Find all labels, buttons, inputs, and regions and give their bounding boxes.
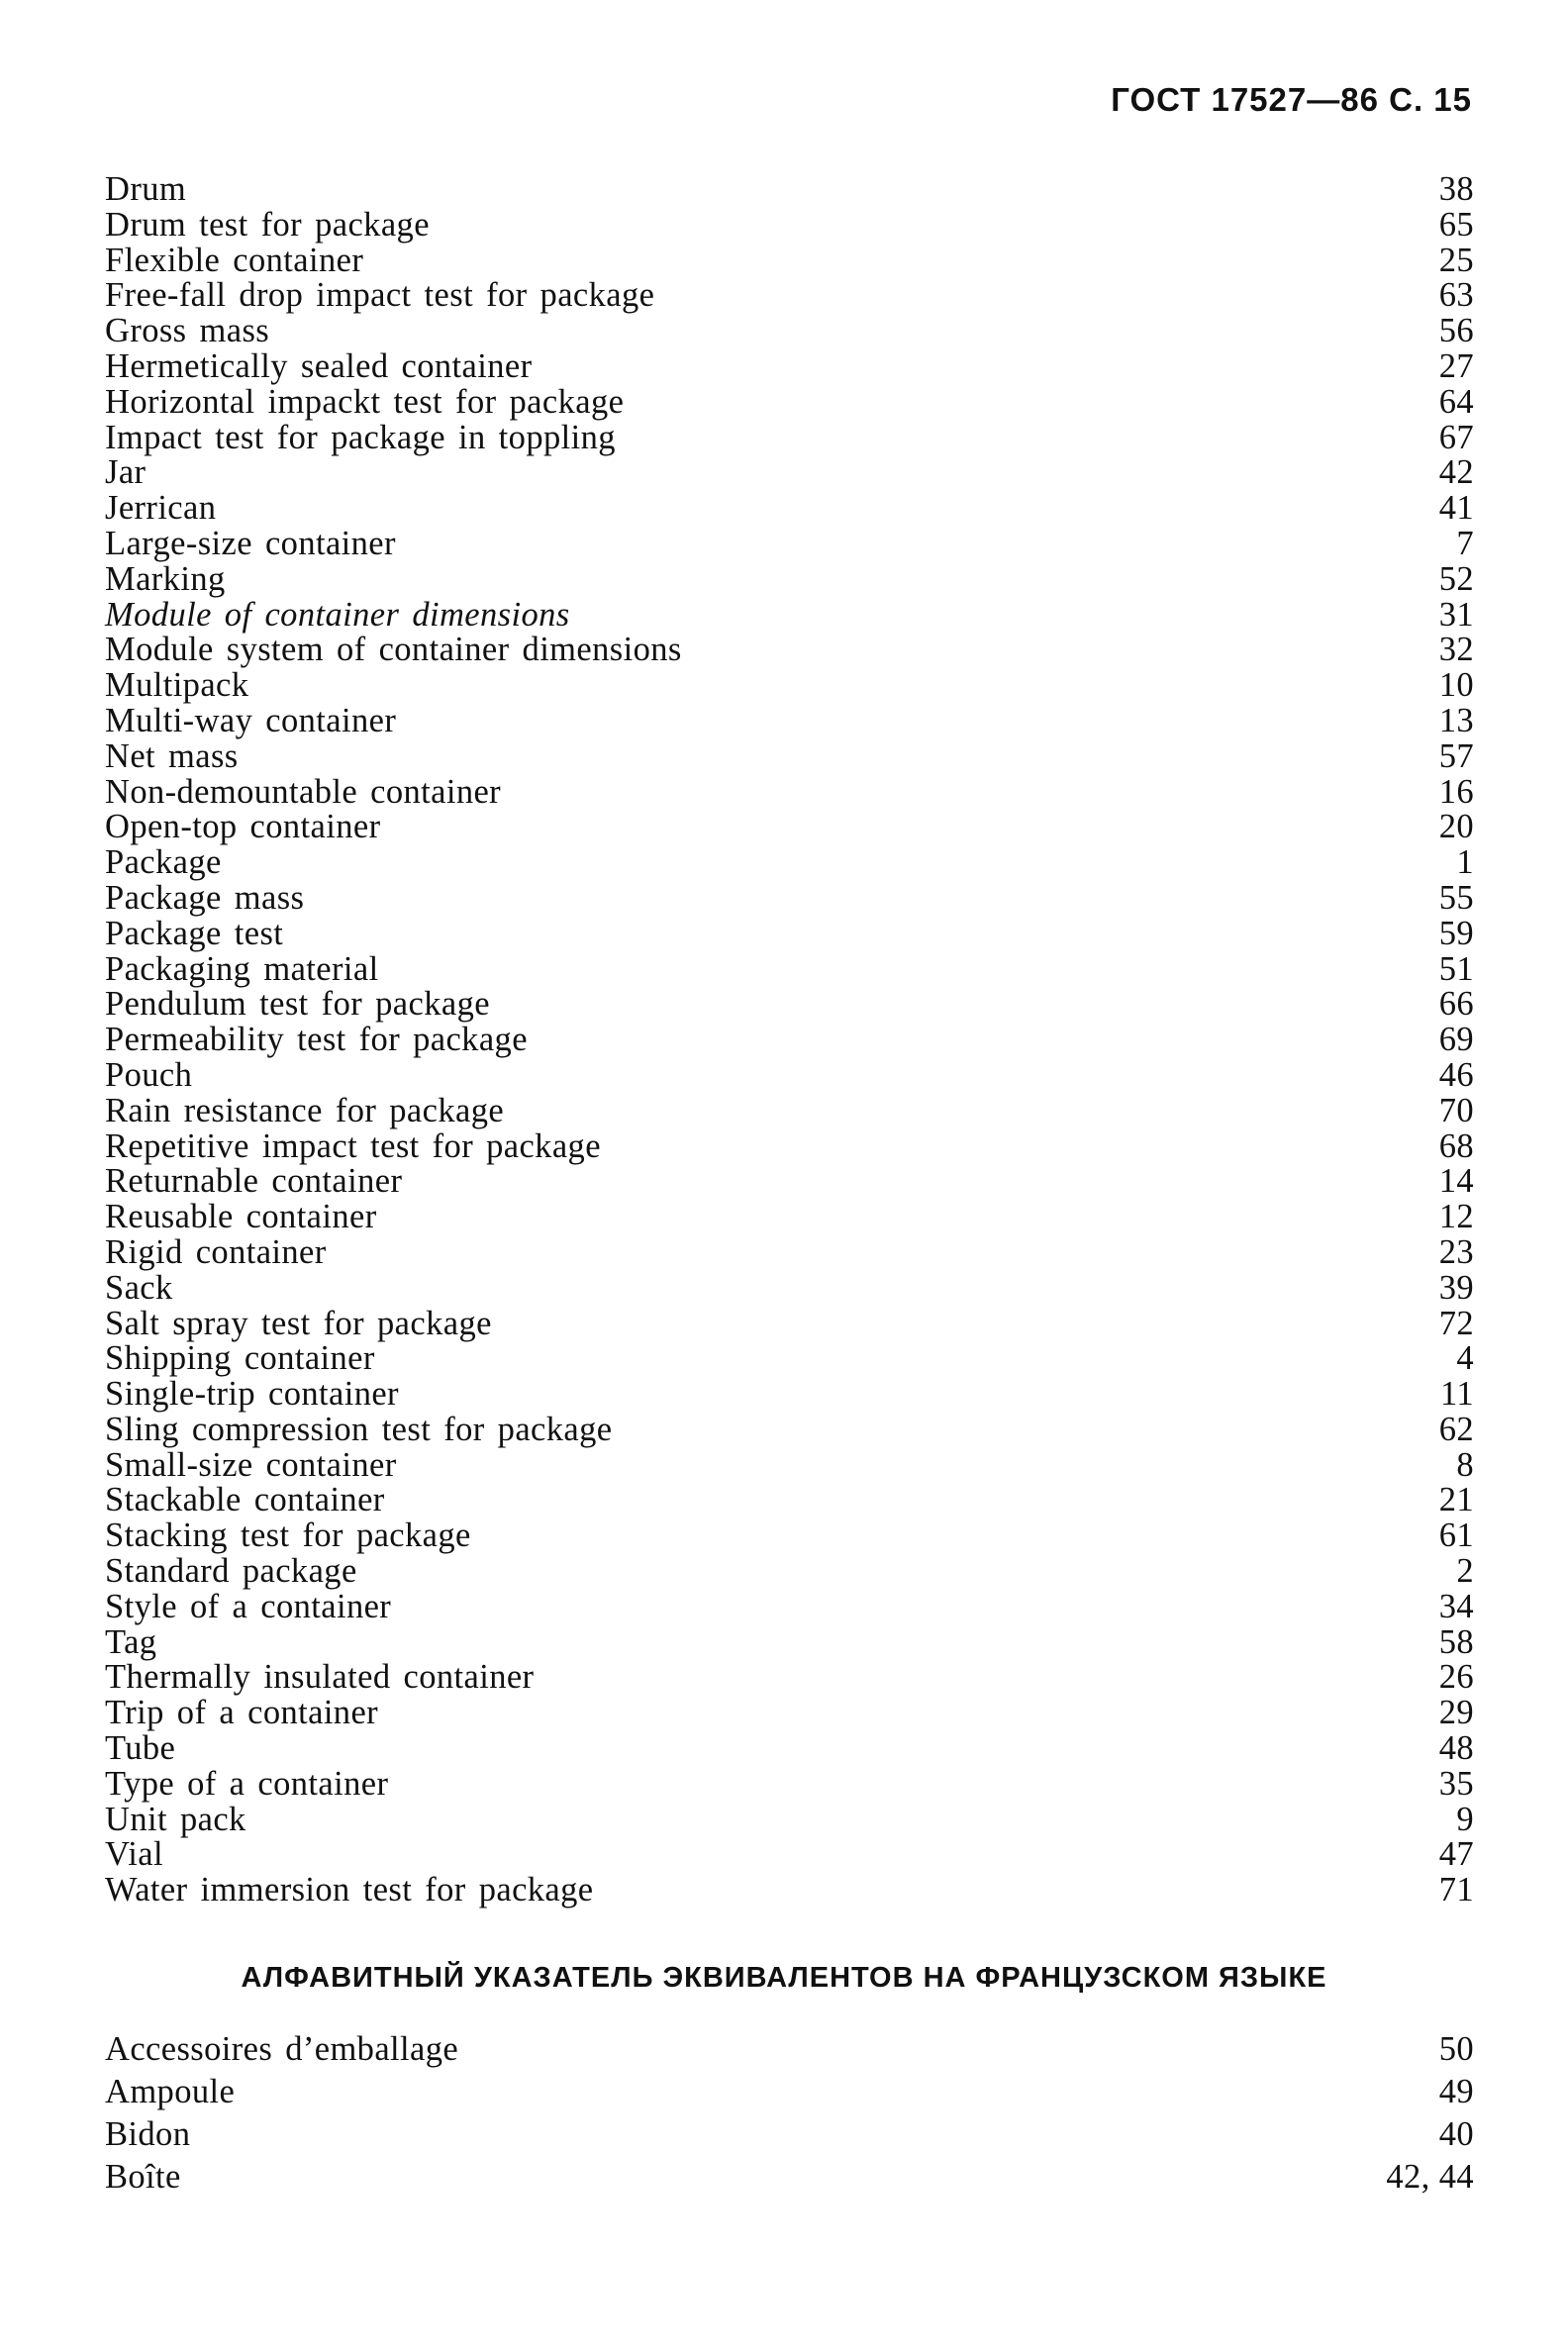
index-term: Accessoires d’emballage xyxy=(105,2030,459,2068)
index-term: Free-fall drop impact test for package xyxy=(105,276,655,315)
english-index-entry xyxy=(105,314,1474,349)
index-term-number: 47 xyxy=(1438,1835,1474,1874)
index-term: Ampoule xyxy=(105,2073,236,2110)
index-term-number: 35 xyxy=(1438,1764,1474,1803)
english-index-entry xyxy=(105,1341,1474,1377)
english-index-entry xyxy=(105,1126,1474,1165)
index-term: Large-size container xyxy=(105,524,396,562)
english-index-entry xyxy=(105,1232,1474,1271)
index-term-number: 62 xyxy=(1438,1410,1474,1448)
index-term-number: 39 xyxy=(1438,1268,1474,1307)
index-term: Shipping container xyxy=(105,1339,375,1378)
english-index-list xyxy=(105,172,1474,1909)
english-index-entry xyxy=(105,1587,1474,1625)
index-term-number: 27 xyxy=(1438,346,1474,385)
index-term-number: 31 xyxy=(1438,595,1474,634)
index-term: Thermally insulated container xyxy=(105,1658,535,1697)
index-term-number: 29 xyxy=(1438,1694,1474,1732)
french-index-entry xyxy=(105,2156,1474,2199)
index-term-number: 41 xyxy=(1438,489,1474,528)
english-index-entry xyxy=(105,418,1474,456)
index-term: Package test xyxy=(105,914,284,952)
index-term-number: 46 xyxy=(1438,1055,1474,1094)
index-term: Sling compression test for package xyxy=(105,1410,613,1448)
english-index-entry xyxy=(105,736,1474,775)
index-term: Package mass xyxy=(105,878,305,917)
index-term-number: 14 xyxy=(1438,1162,1474,1201)
english-index-entry xyxy=(105,845,1474,881)
index-term-number: 56 xyxy=(1438,312,1474,350)
english-index-entry xyxy=(105,810,1474,845)
english-index-entry xyxy=(105,559,1474,598)
index-term: Multipack xyxy=(105,666,249,705)
english-index-entry xyxy=(105,278,1474,314)
index-term: Jerrican xyxy=(105,489,217,528)
index-term: Drum xyxy=(105,170,187,208)
index-term-number: 69 xyxy=(1438,1021,1474,1059)
index-term: Flexible container xyxy=(105,241,364,279)
english-index-entry xyxy=(105,382,1474,421)
english-index-entry xyxy=(105,1518,1474,1554)
index-term: Marking xyxy=(105,559,226,598)
index-term-number: 70 xyxy=(1438,1091,1474,1129)
english-index-entry xyxy=(105,1731,1474,1767)
index-term-number: 65 xyxy=(1438,205,1474,244)
english-index-entry xyxy=(105,172,1474,208)
index-term: Returnable container xyxy=(105,1162,403,1201)
english-index-entry xyxy=(105,1445,1474,1484)
english-index-entry xyxy=(105,455,1474,491)
index-term: Rigid container xyxy=(105,1232,327,1271)
french-index-entry xyxy=(105,2113,1474,2156)
index-term-number: 32 xyxy=(1438,631,1474,669)
english-index-entry xyxy=(105,701,1474,739)
french-index-entry xyxy=(105,2071,1474,2113)
index-term: Trip of a container xyxy=(105,1694,379,1732)
index-term-number: 34 xyxy=(1438,1587,1474,1625)
index-term-number: 42 xyxy=(1438,453,1474,492)
english-index-entry xyxy=(105,949,1474,988)
index-term-number: 57 xyxy=(1438,736,1474,775)
index-term-number: 42, 44 xyxy=(1386,2158,1474,2196)
index-term-number: 1 xyxy=(1456,843,1474,882)
english-index-entry xyxy=(105,524,1474,562)
index-term: Jar xyxy=(105,453,147,492)
english-index-entry xyxy=(105,346,1474,385)
english-index-entry xyxy=(105,1696,1474,1731)
index-term: Package xyxy=(105,843,222,882)
index-term-number: 51 xyxy=(1438,949,1474,988)
index-term-number: 4 xyxy=(1456,1339,1474,1378)
index-term-number: 59 xyxy=(1438,914,1474,952)
index-term: Vial xyxy=(105,1835,163,1874)
english-index-entry xyxy=(105,633,1474,668)
index-term: Standard package xyxy=(105,1552,357,1591)
english-index-entry xyxy=(105,1091,1474,1129)
index-term: Gross mass xyxy=(105,312,270,350)
index-term: Module system of container dimensions xyxy=(105,631,682,669)
french-index-heading: АЛФАВИТНЫЙ УКАЗАТЕЛЬ ЭКВИВАЛЕНТОВ НА ФРАНЦУЗСКОМ ЯЗЫКЕ xyxy=(241,1962,1327,1994)
index-term-number: 10 xyxy=(1438,666,1474,705)
index-term: Impact test for package in toppling xyxy=(105,418,616,456)
index-term-number: 9 xyxy=(1456,1800,1474,1838)
index-term: Reusable container xyxy=(105,1198,377,1236)
index-term: Net mass xyxy=(105,736,239,775)
english-index-entry xyxy=(105,1377,1474,1413)
index-term-number: 21 xyxy=(1438,1481,1474,1519)
english-index-entry xyxy=(105,878,1474,917)
index-term-number: 63 xyxy=(1438,276,1474,315)
english-index-entry xyxy=(105,1800,1474,1838)
index-term-number: 2 xyxy=(1456,1552,1474,1591)
index-term: Multi-way container xyxy=(105,701,397,739)
english-index-entry xyxy=(105,1837,1474,1873)
index-term: Single-trip container xyxy=(105,1375,399,1414)
index-term-number: 11 xyxy=(1439,1375,1474,1414)
english-index-entry xyxy=(105,1410,1474,1448)
english-index-entry xyxy=(105,1764,1474,1803)
index-term: Style of a container xyxy=(105,1587,392,1625)
index-term: Sack xyxy=(105,1268,173,1307)
index-term: Open-top container xyxy=(105,808,381,846)
index-term-number: 16 xyxy=(1438,772,1474,811)
index-term: Tag xyxy=(105,1622,157,1661)
index-term-number: 64 xyxy=(1438,382,1474,421)
index-term: Water immersion test for package xyxy=(105,1871,594,1909)
index-term-number: 26 xyxy=(1438,1658,1474,1697)
index-term-number: 50 xyxy=(1438,2030,1474,2068)
english-index-entry xyxy=(105,595,1474,634)
english-index-entry xyxy=(105,987,1474,1023)
english-index-entry xyxy=(105,1622,1474,1661)
index-term-number: 58 xyxy=(1438,1622,1474,1661)
index-term: Pouch xyxy=(105,1055,193,1094)
english-index-entry xyxy=(105,1055,1474,1094)
index-term-number: 52 xyxy=(1438,559,1474,598)
english-index-entry xyxy=(105,241,1474,279)
index-term: Hermetically sealed container xyxy=(105,346,533,385)
english-index-entry xyxy=(105,914,1474,952)
english-index-entry xyxy=(105,1873,1474,1909)
index-term: Horizontal impackt test for package xyxy=(105,382,625,421)
index-term: Repetitive impact test for package xyxy=(105,1126,601,1165)
index-term: Permeability test for package xyxy=(105,1021,528,1059)
index-term-number: 7 xyxy=(1456,524,1474,562)
index-term-number: 68 xyxy=(1438,1126,1474,1165)
index-term: Module of container dimensions xyxy=(105,595,570,634)
index-term: Tube xyxy=(105,1729,176,1768)
index-term-number: 66 xyxy=(1438,985,1474,1024)
index-term: Pendulum test for package xyxy=(105,985,490,1024)
english-index-entry xyxy=(105,668,1474,704)
english-index-entry xyxy=(105,772,1474,811)
index-term: Rain resistance for package xyxy=(105,1091,505,1129)
index-term: Small-size container xyxy=(105,1445,397,1484)
index-term-number: 40 xyxy=(1438,2115,1474,2153)
english-index-entry xyxy=(105,491,1474,527)
english-index-entry xyxy=(105,1554,1474,1590)
index-term: Unit pack xyxy=(105,1800,246,1838)
french-index-list xyxy=(105,2028,1474,2199)
english-index-entry xyxy=(105,205,1474,244)
index-term-number: 48 xyxy=(1438,1729,1474,1768)
english-index-entry xyxy=(105,1660,1474,1696)
index-term-number: 49 xyxy=(1438,2073,1474,2110)
index-term-number: 12 xyxy=(1438,1198,1474,1236)
english-index-entry xyxy=(105,1200,1474,1235)
english-index-entry xyxy=(105,1304,1474,1342)
index-term: Salt spray test for package xyxy=(105,1304,492,1342)
english-index-entry xyxy=(105,1023,1474,1058)
index-term: Type of a container xyxy=(105,1764,389,1803)
index-term: Drum test for package xyxy=(105,205,430,244)
index-term: Stacking test for package xyxy=(105,1517,471,1555)
index-term-number: 55 xyxy=(1438,878,1474,917)
index-term: Bidon xyxy=(105,2115,191,2153)
english-index-entry xyxy=(105,1268,1474,1307)
index-term-number: 23 xyxy=(1438,1232,1474,1271)
english-index-entry xyxy=(105,1164,1474,1200)
index-term-number: 71 xyxy=(1438,1871,1474,1909)
index-term: Packaging material xyxy=(105,949,379,988)
page-header: ГОСТ 17527—86 С. 15 xyxy=(1111,81,1472,118)
index-term-number: 20 xyxy=(1438,808,1474,846)
index-term-number: 25 xyxy=(1438,241,1474,279)
index-term-number: 67 xyxy=(1438,418,1474,456)
french-index-entry xyxy=(105,2028,1474,2071)
index-term-number: 61 xyxy=(1438,1517,1474,1555)
index-term: Boîte xyxy=(105,2158,181,2196)
english-index-entry xyxy=(105,1483,1474,1518)
index-term-number: 38 xyxy=(1438,170,1474,208)
index-term: Stackable container xyxy=(105,1481,385,1519)
index-term-number: 13 xyxy=(1438,701,1474,739)
index-term-number: 8 xyxy=(1456,1445,1474,1484)
index-term: Non-demountable container xyxy=(105,772,502,811)
index-term-number: 72 xyxy=(1438,1304,1474,1342)
